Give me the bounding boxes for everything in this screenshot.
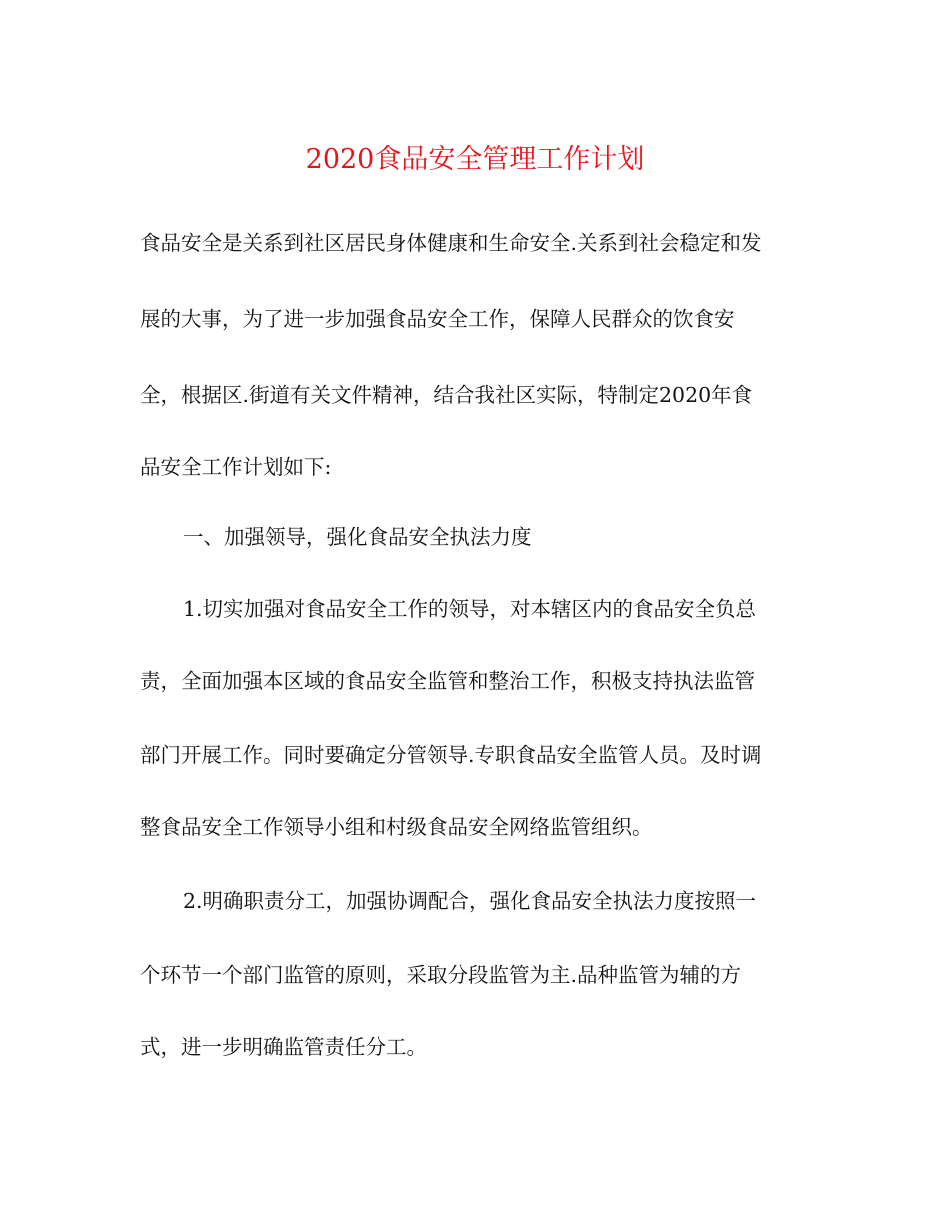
paragraph-line: 式，进一步明确监管责任分工。 [140, 1035, 427, 1059]
paragraph-line: 1.切实加强对食品安全工作的领导，对本辖区内的食品安全负总 [183, 597, 757, 621]
paragraph-line: 2.明确职责分工，加强协调配合，强化食品安全执法力度按照一 [183, 889, 757, 913]
document-title: 2020食品安全管理工作计划 [305, 144, 645, 175]
paragraph-line: 责，全面加强本区域的食品安全监管和整治工作，积极支持执法监管 [140, 669, 755, 693]
paragraph-line: 食品安全是关系到社区居民身体健康和生命安全.关系到社会稳定和发 [140, 231, 762, 255]
paragraph-line: 全，根据区.街道有关文件精神，结合我社区实际，特制定2020年食 [140, 383, 753, 407]
paragraph-line: 展的大事，为了进一步加强食品安全工作，保障人民群众的饮食安 [140, 307, 735, 331]
paragraph-line: 个环节一个部门监管的原则，采取分段监管为主.品种监管为辅的方 [140, 963, 742, 987]
paragraph-line: 部门开展工作。同时要确定分管领导.专职食品安全监管人员。及时调 [140, 743, 762, 767]
paragraph-line: 品安全工作计划如下: [140, 455, 332, 479]
section-heading: 一、加强领导，强化食品安全执法力度 [183, 525, 532, 549]
paragraph-line: 整食品安全工作领导小组和村级食品安全网络监管组织。 [140, 815, 653, 839]
